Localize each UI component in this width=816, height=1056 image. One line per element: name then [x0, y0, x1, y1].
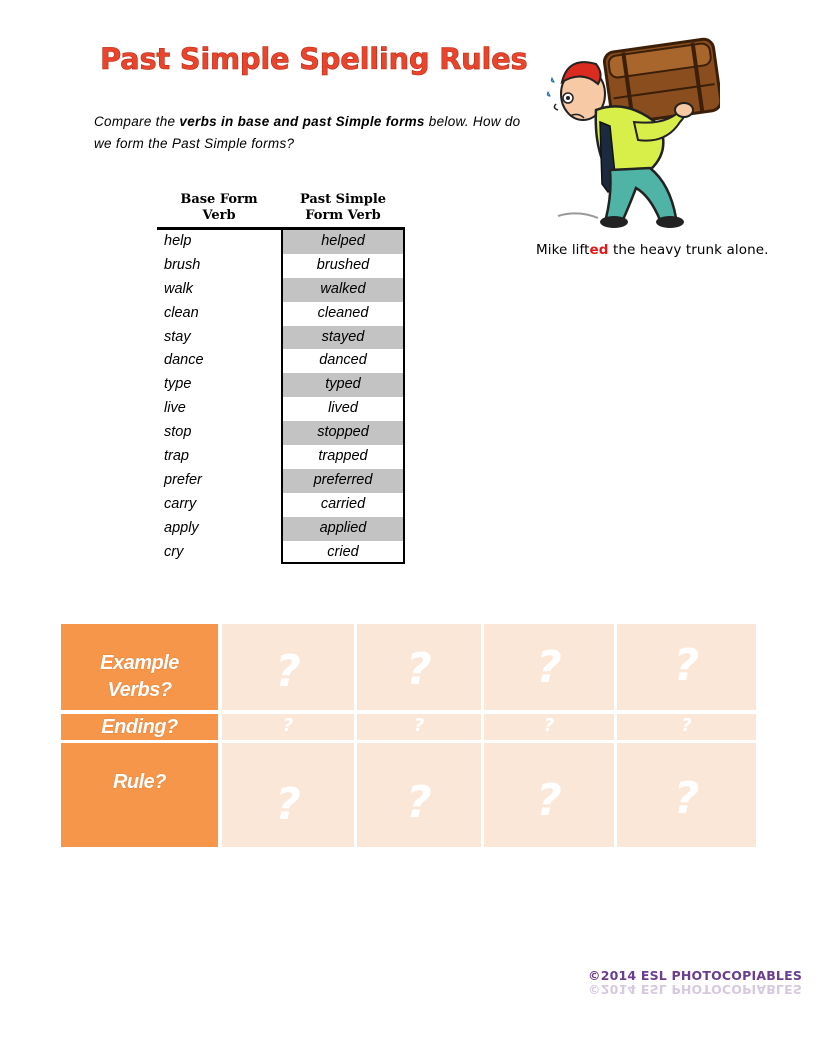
base-verb: apply [164, 519, 199, 536]
verb-table-body [157, 230, 405, 564]
table-row [157, 373, 405, 397]
caption-highlight: ed [589, 242, 609, 258]
base-verb: dance [164, 352, 204, 369]
base-verb: type [164, 376, 192, 393]
ending-cell[interactable] [222, 714, 354, 740]
example-cell[interactable] [484, 624, 614, 710]
table-row [157, 326, 405, 350]
table-row [157, 254, 405, 278]
past-verb: cried [281, 541, 405, 565]
man-carrying-trunk-illustration [538, 34, 720, 230]
past-verb: danced [281, 349, 405, 373]
table-row [157, 469, 405, 493]
example-label-line2: Verbs? [107, 679, 172, 701]
example-cell[interactable] [357, 624, 481, 710]
ending-label [61, 714, 218, 740]
verb-table [157, 192, 405, 564]
base-verb: carry [164, 495, 197, 512]
caption-after: the heavy trunk alone. [608, 242, 769, 258]
question-mark-icon: ? [406, 777, 432, 828]
past-verb: helped [281, 230, 405, 254]
header-base-line2: Verb [202, 208, 236, 223]
header-base-line1: Base Form [180, 192, 258, 207]
ending-label-text: Ending? [101, 716, 178, 738]
table-row [157, 302, 405, 326]
question-mark-icon: ? [673, 773, 700, 824]
example-cell[interactable] [617, 624, 756, 710]
question-mark-icon: ? [681, 715, 692, 736]
base-verb: clean [164, 304, 199, 321]
base-verb: help [164, 233, 192, 249]
past-verb: cleaned [281, 302, 405, 326]
past-verb: stayed [281, 326, 405, 350]
question-mark-icon: ? [413, 715, 425, 736]
table-row [157, 493, 405, 517]
question-mark-icon: ? [406, 644, 432, 695]
verb-table-header [157, 192, 405, 230]
past-verb: lived [281, 397, 405, 421]
table-row [157, 230, 405, 254]
base-verb: cry [164, 543, 184, 560]
past-verb: applied [281, 517, 405, 541]
table-row [157, 349, 405, 373]
ending-cell[interactable] [357, 714, 481, 740]
example-cell[interactable] [222, 624, 354, 710]
question-mark-icon: ? [275, 779, 301, 830]
header-past-form [281, 192, 405, 227]
intro-text [94, 111, 524, 155]
past-verb: trapped [281, 445, 405, 469]
table-row [157, 397, 405, 421]
question-mark-icon: ? [536, 775, 562, 826]
base-verb: stop [164, 424, 192, 441]
base-verb: live [164, 400, 186, 417]
header-base-form [157, 192, 281, 227]
question-mark-icon: ? [282, 715, 294, 736]
page-title: Past Simple Spelling Rules [100, 42, 528, 76]
intro-part1: Compare the [94, 114, 180, 129]
past-verb: stopped [281, 421, 405, 445]
table-row [157, 541, 405, 565]
header-past-line1: Past Simple [299, 192, 387, 207]
table-row [157, 278, 405, 302]
base-verb: brush [164, 256, 201, 273]
rule-label-text: Rule? [112, 771, 167, 793]
example-verbs-label [61, 624, 218, 710]
table-row [157, 421, 405, 445]
base-verb: trap [164, 448, 189, 465]
question-mark-icon: ? [543, 715, 555, 736]
past-verb: brushed [281, 254, 405, 278]
question-mark-icon: ? [673, 640, 700, 691]
rule-cell[interactable] [357, 743, 481, 847]
question-mark-icon: ? [275, 646, 301, 697]
copyright-notice: ©2014 ESL PHOTOCOPIABLES [588, 968, 803, 983]
intro-bold: verbs in base and past Simple forms [179, 114, 425, 129]
ending-cell[interactable] [617, 714, 756, 740]
ending-cell[interactable] [484, 714, 614, 740]
past-verb: carried [281, 493, 405, 517]
copyright-reflection: ©2014 ESL PHOTOCOPIABLES [588, 982, 803, 997]
rule-cell[interactable] [222, 743, 354, 847]
base-verb: prefer [164, 471, 202, 488]
question-mark-icon: ? [536, 642, 562, 693]
rule-grid [61, 624, 756, 847]
intro-part2: below. How do we form the Past Simple forms? [94, 114, 521, 151]
rule-cell[interactable] [617, 743, 756, 847]
base-verb: walk [164, 280, 194, 297]
rule-label [61, 743, 218, 847]
past-verb: preferred [281, 469, 405, 493]
example-label-line1: Example [100, 652, 179, 674]
rule-cell[interactable] [484, 743, 614, 847]
past-verb: walked [281, 278, 405, 302]
table-row [157, 517, 405, 541]
past-verb: typed [281, 373, 405, 397]
header-past-line2: Form Verb [305, 208, 381, 223]
caption-before: Mike lift [536, 242, 590, 258]
base-verb: stay [164, 328, 191, 345]
illustration-caption [536, 242, 769, 258]
table-row [157, 445, 405, 469]
